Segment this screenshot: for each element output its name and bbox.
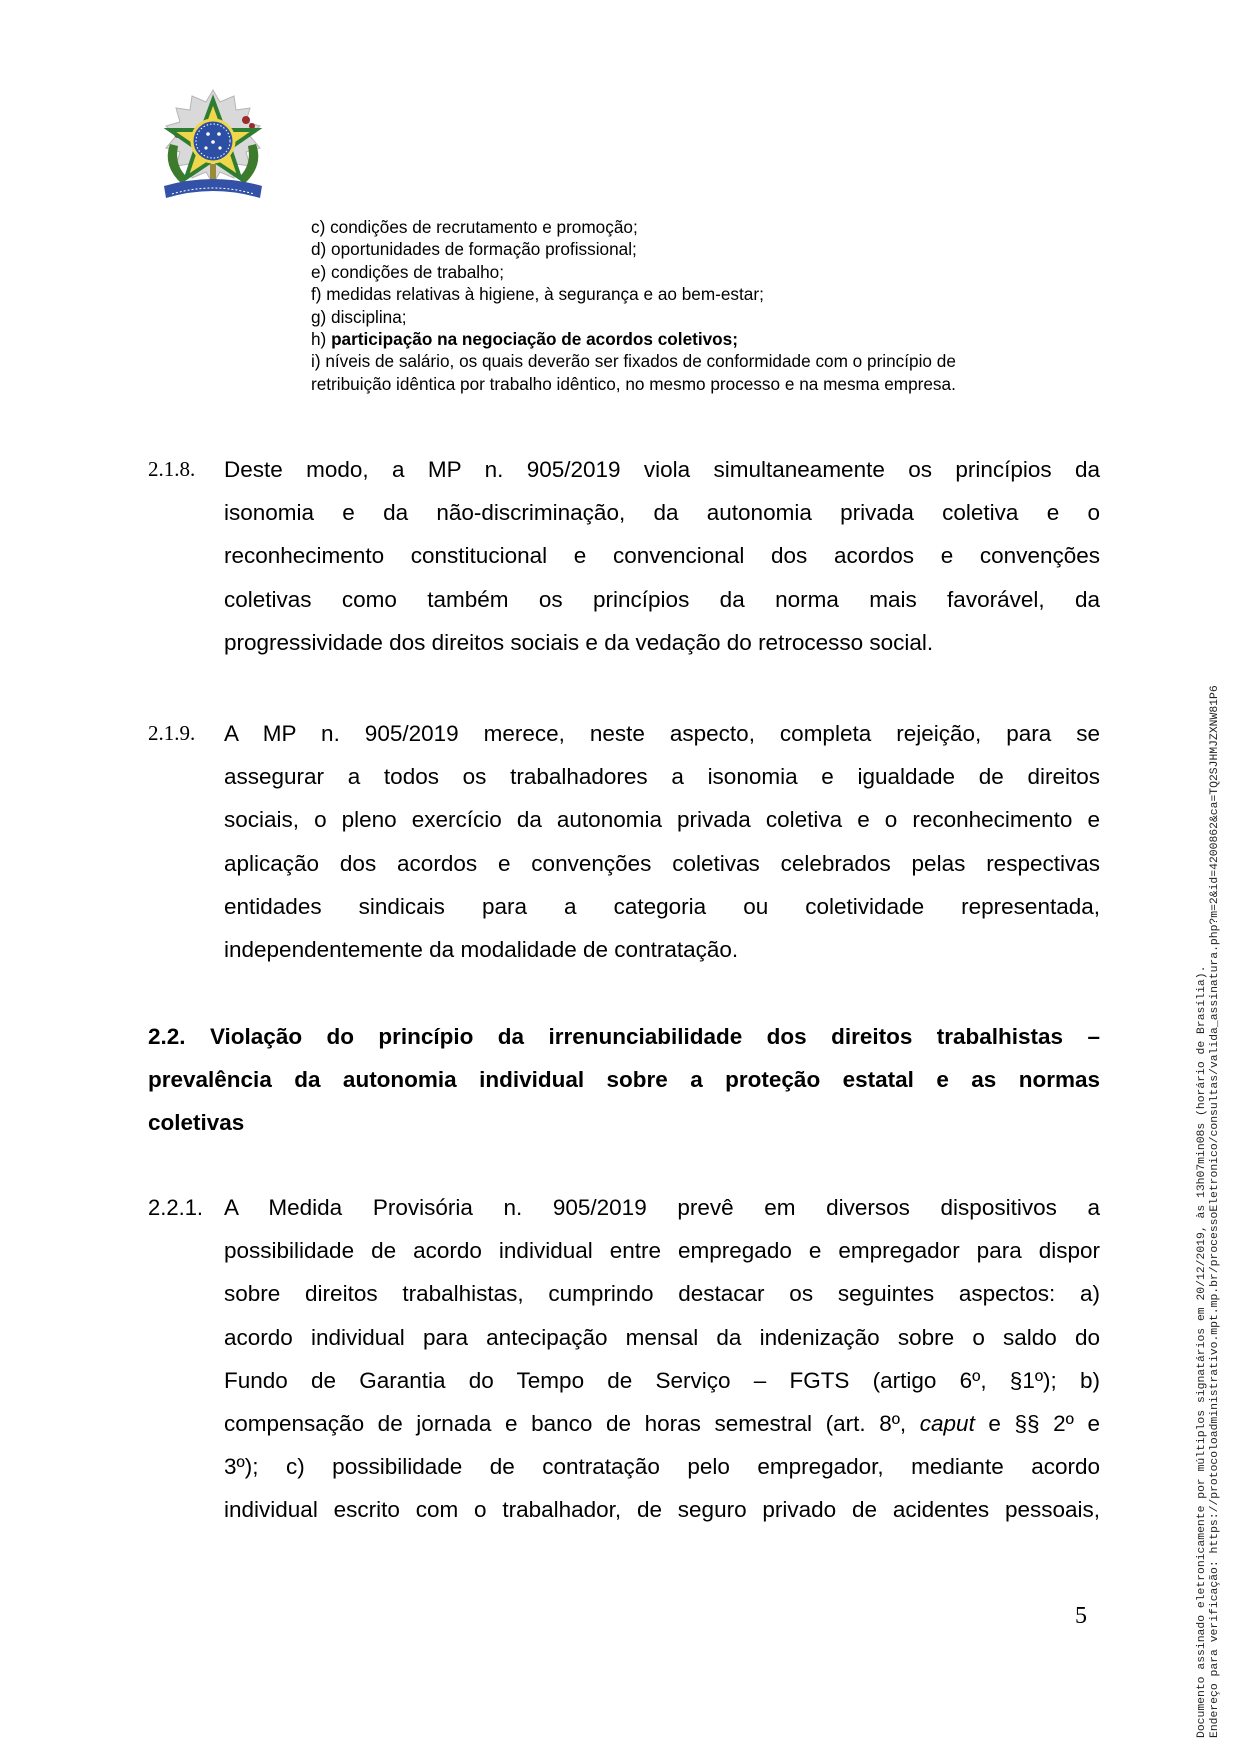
paragraph-line: sociais, o pleno exercício da autonomia privada coletiva e o reconhecimento e	[224, 807, 1100, 833]
paragraph-line: coletivas como também os princípios da norma mais favorável, da	[224, 586, 1100, 612]
heading-line: 2.2. Violação do princípio da irrenunciabilidade dos direitos trabalhistas –	[148, 1024, 1100, 1049]
paragraph-line: progressividade dos direitos sociais e da vedação do retrocesso social.	[224, 629, 934, 655]
quote-line-h	[311, 328, 1101, 350]
paragraph-line: acordo individual para antecipação mensal da indenização sobre o saldo do	[224, 1324, 1100, 1350]
quote-line-i: i) níveis de salário, os quais deverão ser fixados de conformidade com o princípio de	[311, 351, 956, 372]
quote-line-h-bold: participação na negociação de acordos coletivos;	[331, 329, 738, 350]
paragraph-2-1-9	[148, 712, 1100, 971]
signature-sidebar	[1196, 538, 1222, 1738]
paragraph-line: A MP n. 905/2019 merece, neste aspecto, completa rejeição, para se	[224, 721, 1100, 746]
quote-line-i-cont: retribuição idêntica por trabalho idêntico, no mesmo processo e na mesma empresa.	[311, 373, 956, 394]
paragraph-line: Deste modo, a MP n. 905/2019 viola simultaneamente os princípios da	[224, 457, 1100, 482]
quote-line-f: f) medidas relativas à higiene, à segurança e ao bem-estar;	[311, 284, 764, 305]
paragraph-line: A Medida Provisória n. 905/2019 prevê em diversos dispositivos a	[224, 1195, 1100, 1220]
quote-line-d: d) oportunidades de formação profissional;	[311, 239, 637, 260]
paragraph-line: independentemente da modalidade de contratação.	[224, 937, 739, 963]
paragraph-line: assegurar a todos os trabalhadores a isonomia e igualdade de direitos	[224, 764, 1100, 790]
quote-line-e: e) condições de trabalho;	[311, 261, 505, 282]
paragraph-number: 2.1.8.	[148, 457, 196, 481]
heading-line: prevalência da autonomia individual sobre a proteção estatal e as normas	[148, 1067, 1100, 1093]
brazil-coat-of-arms-icon	[148, 86, 278, 214]
paragraph-line: entidades sindicais para a categoria ou coletividade representada,	[224, 893, 1100, 919]
paragraph-line: sobre direitos trabalhistas, cumprindo destacar os seguintes aspectos: a)	[224, 1281, 1100, 1307]
heading-line: coletivas	[148, 1110, 245, 1136]
quote-line-g: g) disciplina;	[311, 306, 407, 327]
paragraph-line: possibilidade de acordo individual entre empregado e empregador para dispor	[224, 1238, 1100, 1264]
line-text: compensação de jornada e banco de horas semestral (art. 8º,	[224, 1411, 920, 1437]
verification-address-link[interactable]: Endereço para verificação: https://protocoloadministrativo.mpt.mp.br/processoEletronico/consultas/valida_assinatura.php?m=2&id=4200862&ca=TQ2SJHMJZXNW81P6	[1209, 685, 1221, 1738]
italic-term: caput	[919, 1411, 975, 1437]
paragraph-line	[224, 1402, 1100, 1445]
paragraph-line: isonomia e da não-discriminação, da autonomia privada coletiva e o	[224, 500, 1100, 526]
paragraph-line: 3º); c) possibilidade de contratação pelo empregador, mediante acordo	[224, 1454, 1100, 1480]
paragraph-2-1-8	[148, 448, 1100, 664]
paragraph-line: aplicação dos acordos e convenções coletivas celebrados pelas respectivas	[224, 850, 1100, 876]
paragraph-line: Fundo de Garantia do Tempo de Serviço – FGTS (artigo 6º, §1º); b)	[224, 1367, 1100, 1393]
signature-line: Documento assinado eletronicamente por múltiplos signatários em 20/12/2019, às 13h07min08s (horário de Brasília).	[1196, 965, 1208, 1738]
paragraph-line: individual escrito com o trabalhador, de seguro privado de acidentes pessoais,	[224, 1497, 1100, 1523]
section-heading-2-2	[148, 1015, 1100, 1145]
quoted-list	[311, 216, 1101, 395]
paragraph-2-2-1	[148, 1186, 1100, 1532]
quote-line-h-prefix: h)	[311, 329, 332, 350]
quote-line-c: c) condições de recrutamento e promoção;	[311, 217, 638, 237]
paragraph-number: 2.2.1.	[148, 1195, 204, 1220]
paragraph-number: 2.1.9.	[148, 721, 196, 745]
page-number: 5	[1075, 1603, 1087, 1629]
line-text: e §§ 2º e	[974, 1411, 1100, 1437]
paragraph-line: reconhecimento constitucional e convencional dos acordos e convenções	[224, 543, 1100, 569]
